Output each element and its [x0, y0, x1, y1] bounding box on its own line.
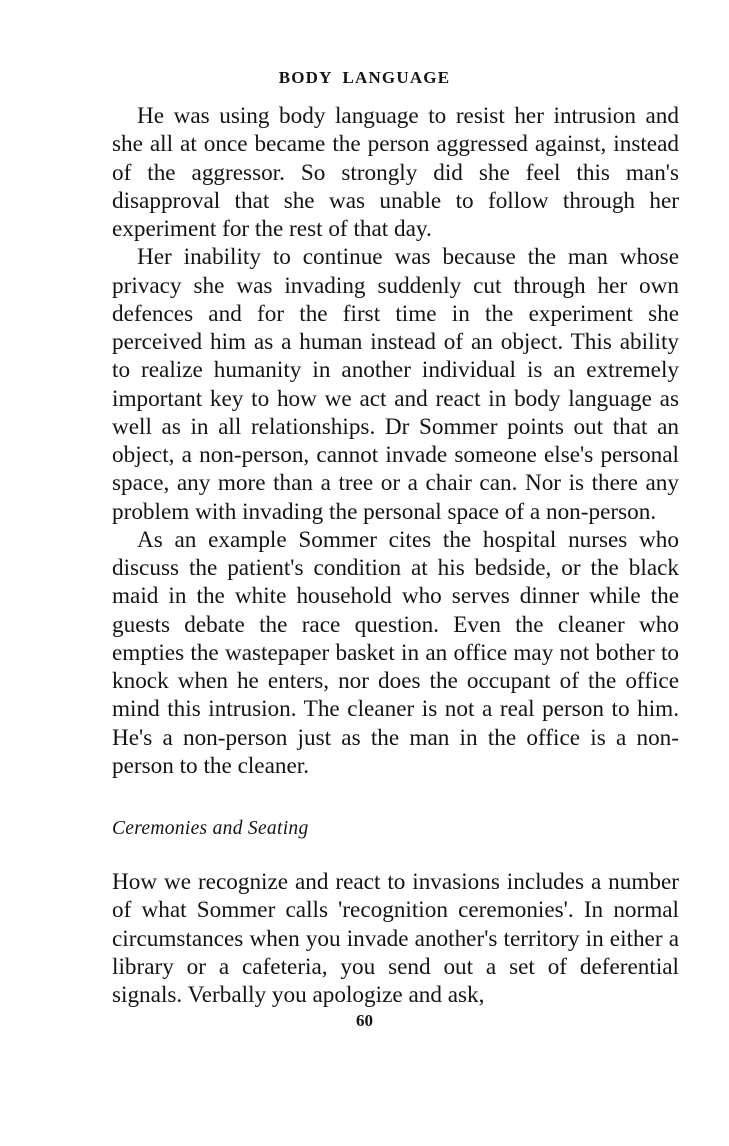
- section-body-text: [112, 868, 679, 1009]
- section-paragraph: How we recognize and react to invasions includes a number of what Sommer calls 'recognition ceremonies'. In normal circumstances when you invade another's territory in either a library or a cafeteria, you send out a set of deferential signals. Verbally you apologize and ask,: [112, 869, 679, 1008]
- page-number: 60: [356, 1011, 373, 1030]
- paragraph-2: Her inability to continue was because the man whose privacy she was invading suddenly cut through her own defences and for the first time in the experiment she perceived him as a human instead of an object. This ability to realize humanity in another individual is an extremely important key to how we act and react in body language as well as in all relationships. Dr Sommer points out that an object, a non-person, cannot invade someone else's personal space, any more than a tree or a chair can. Nor is there any problem with invading the personal space of a non-person.: [112, 244, 679, 525]
- section-heading: Ceremonies and Seating: [112, 818, 309, 839]
- body-text: [112, 102, 679, 780]
- paragraph-3: As an example Sommer cites the hospital nurses who discuss the patient's condition at his bedside, or the black maid in the white household who serves dinner while the guests debate the race question. Even the cleaner who empties the wastepaper basket in an office may not bother to knock when he enters, nor does the occupant of the office mind this intrusion. The cleaner is not a real person to him. He's a non-person just as the man in the office is a non-person to the cleaner.: [112, 526, 679, 779]
- paragraph-1: He was using body language to resist her intrusion and she all at once became the person aggressed against, instead of the aggressor. So strongly did she feel this man's disapproval that she was unable to follow through her experiment for the rest of that day.: [112, 103, 679, 242]
- running-head: BODY LANGUAGE: [278, 68, 451, 87]
